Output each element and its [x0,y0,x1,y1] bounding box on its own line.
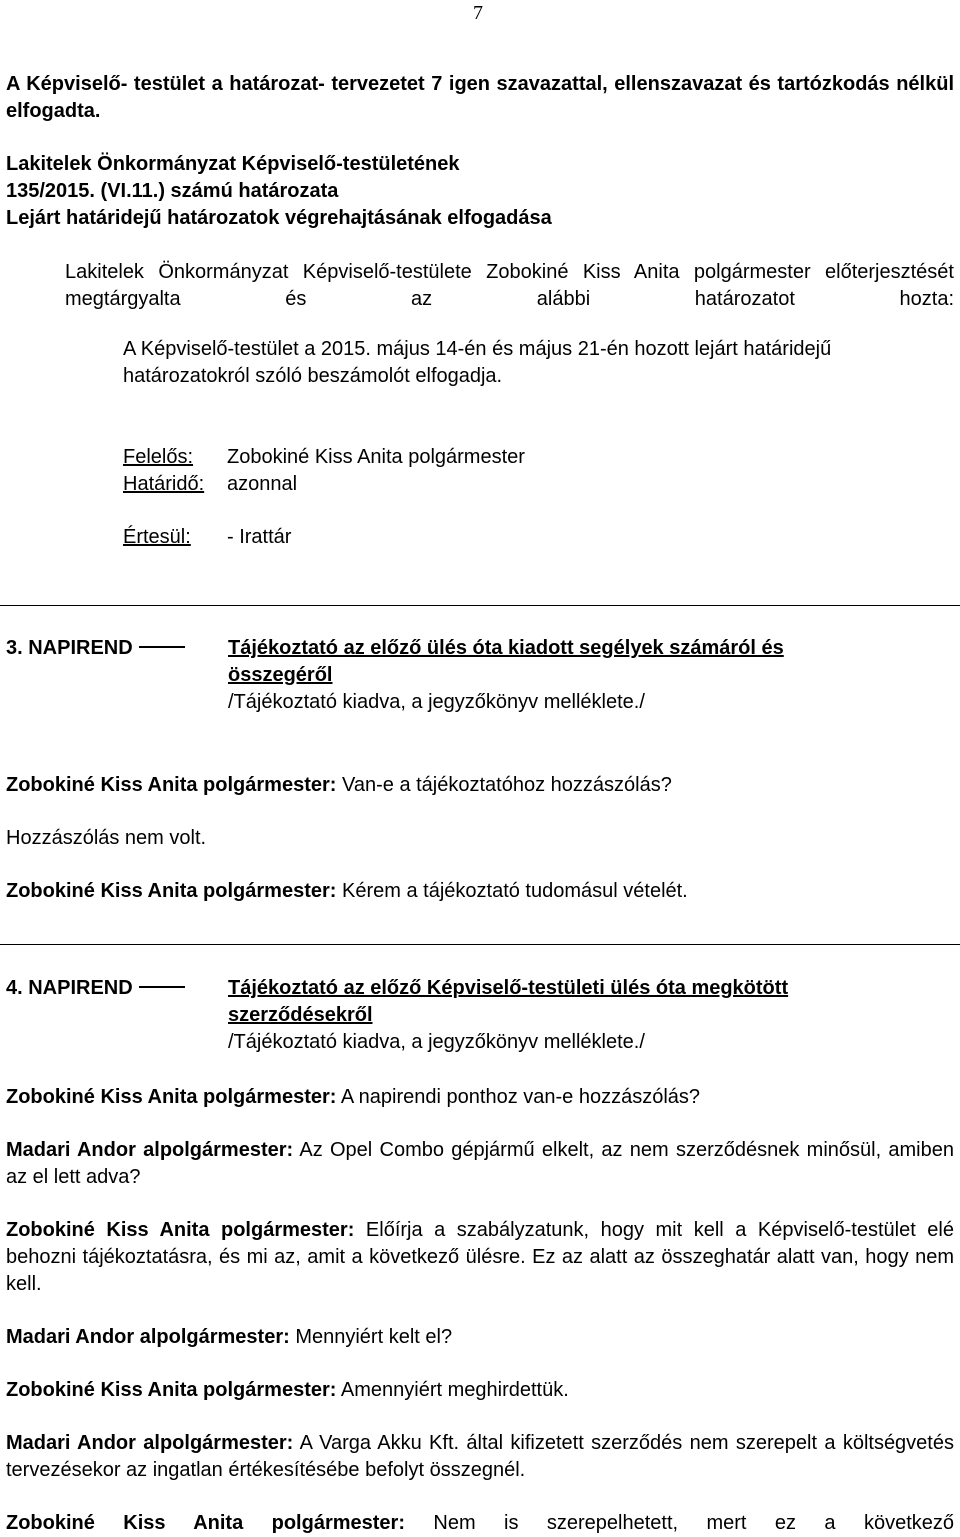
agenda-4-entry: Zobokiné Kiss Anita polgármester: Nem is szerepelhetett, mert ez a következő [6,1512,954,1534]
speaker-name: Zobokiné Kiss Anita polgármester: [6,1086,337,1108]
agenda-4-entry: Madari Andor alpolgármester: A Varga Akku Kft. által kifizetett szerződés nem szerepelt a költségvetés tervezésekor az ingatlan értékesítésébe befolyt összegnél. [6,1432,954,1481]
section-divider [0,605,960,606]
speaker-name: Madari Andor alpolgármester: [6,1139,294,1161]
agenda-4-title-1: Tájékoztató az előző Képviselő-testületi ülés óta megkötött [228,977,789,999]
agenda-4-number: 4. NAPIREND [6,975,185,1002]
agenda-4-entry: Zobokiné Kiss Anita polgármester: Amennyiért meghirdettük. [6,1379,569,1401]
agenda-4-entry: Zobokiné Kiss Anita polgármester: A napirendi ponthoz van-e hozzászólás? [6,1086,701,1108]
responsible-value: Zobokiné Kiss Anita polgármester [227,446,525,468]
speaker-name: Zobokiné Kiss Anita polgármester: [6,774,337,796]
agenda-3-number: 3. NAPIREND [6,635,185,662]
resolution-preamble: Lakitelek Önkormányzat Képviselő-testülete Zobokiné Kiss Anita polgármester előterjesztését megtárgyalta és az alábbi határozatot hozta: [65,261,954,310]
resolution-body: A Képviselő-testület a 2015. május 14-én és május 21-én hozott lejárt határidejű határozatokról szóló beszámolót elfogadja. [123,338,832,387]
agenda-dash [139,986,185,988]
resolution-heading-1: Lakitelek Önkormányzat Képviselő-testületének [6,153,460,175]
speaker-name: Zobokiné Kiss Anita polgármester: [6,880,337,902]
notify-label: Értesül: [123,526,191,548]
intro-vote-text: A Képviselő- testület a határozat- tervezetet 7 igen szavazattal, ellenszavazat és tartózkodás nélkül elfogadta. [6,73,954,122]
speaker-name: Madari Andor alpolgármester: [6,1326,290,1348]
page-number: 7 [473,2,483,24]
agenda-3-note: /Tájékoztató kiadva, a jegyzőkönyv melléklete./ [228,691,645,713]
agenda-4-note: /Tájékoztató kiadva, a jegyzőkönyv melléklete./ [228,1031,645,1053]
agenda-3-entry-2: Zobokiné Kiss Anita polgármester: Kérem a tájékoztató tudomásul vételét. [6,880,688,902]
agenda-3-title-1: Tájékoztató az előző ülés óta kiadott segélyek számáról és [228,637,784,659]
deadline-value: azonnal [227,473,298,495]
agenda-3-entry-1: Zobokiné Kiss Anita polgármester: Van-e a tájékoztatóhoz hozzászólás? [6,774,672,796]
agenda-4-entry: Madari Andor alpolgármester: Az Opel Combo gépjármű elkelt, az nem szerződésnek minősül, amiben az el lett adva? [6,1139,954,1188]
agenda-dash [139,646,185,648]
responsible-label: Felelős: [123,446,194,468]
deadline-row [123,471,297,498]
agenda-3-plain: Hozzászólás nem volt. [6,827,207,849]
speaker-name: Zobokiné Kiss Anita polgármester: [6,1379,337,1401]
speaker-name: Zobokiné Kiss Anita polgármester: [6,1512,405,1534]
speaker-name: Zobokiné Kiss Anita polgármester: [6,1219,355,1241]
agenda-4-entry: Zobokiné Kiss Anita polgármester: Előírja a szabályzatunk, hogy mit kell a Képviselő-testület elé behozni tájékoztatásra, és mi az, amit a következő ülésre. Ez az alatt az összeghatár alatt van, hogy nem kell. [6,1219,954,1295]
deadline-label: Határidő: [123,473,205,495]
agenda-3-title-2: összegéről [228,664,333,686]
responsible-row [123,444,525,471]
resolution-heading-3: Lejárt határidejű határozatok végrehajtásának elfogadása [6,207,552,229]
speaker-name: Madari Andor alpolgármester: [6,1432,294,1454]
agenda-4-title-2: szerződésekről [228,1004,373,1026]
resolution-heading-2: 135/2015. (VI.11.) számú határozata [6,180,339,202]
agenda-4-entry: Madari Andor alpolgármester: Mennyiért kelt el? [6,1326,453,1348]
section-divider [0,944,960,945]
notify-value: - Irattár [227,526,292,548]
notify-row [123,524,291,551]
